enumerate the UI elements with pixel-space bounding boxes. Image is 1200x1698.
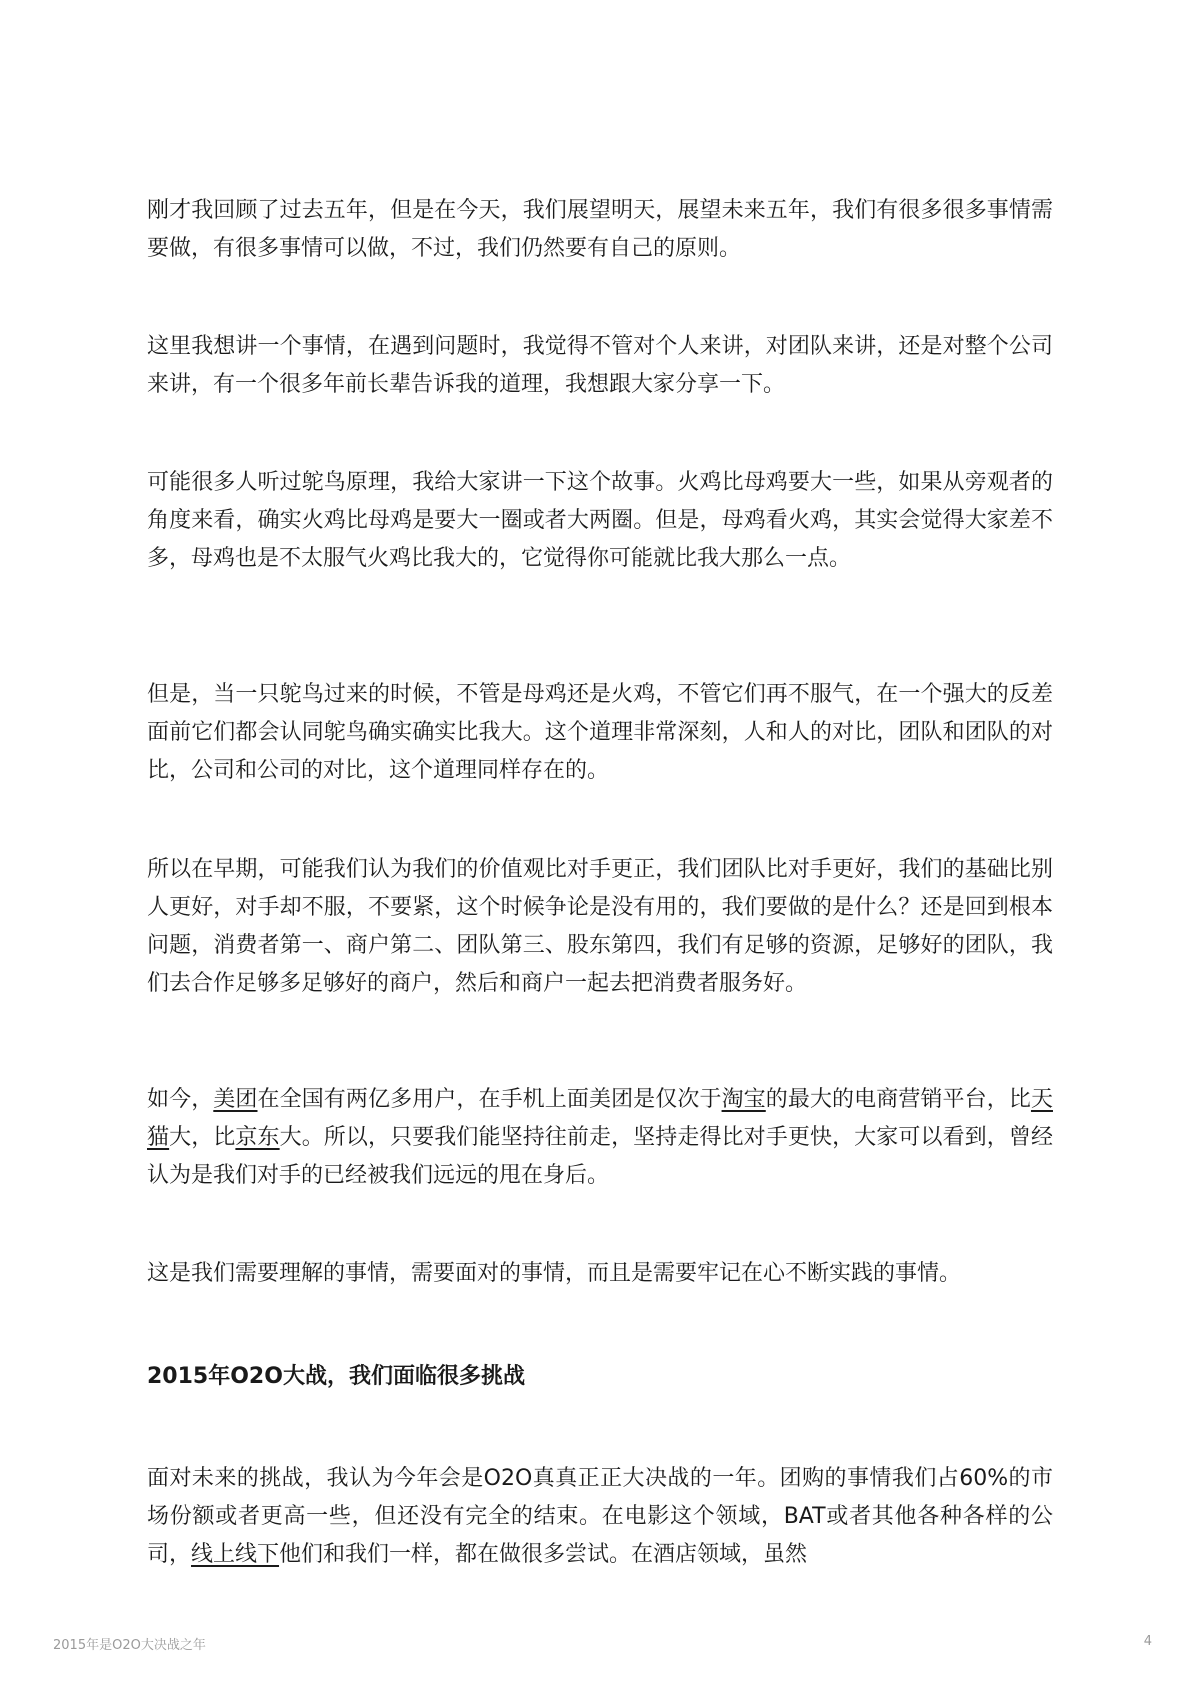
text-segment: 在全国有两亿多用户，在手机上面美团是仅次于 <box>257 1087 722 1112</box>
section-heading: 2015年O2O大战，我们面临很多挑战 <box>147 1364 525 1389</box>
paragraph-ostrich-moral: 但是，当一只鸵鸟过来的时候，不管是母鸡还是火鸡，不管它们再不服气，在一个强大的反差面前它们都会认同鸵鸟确实确实比我大。这个道理非常深刻，人和人的对比，团队和团队的对比，公司和公司的对比，这个道理同样存在的。 <box>147 682 1053 783</box>
text-segment: 如今， <box>147 1087 214 1112</box>
text-segment: 大，比 <box>169 1125 236 1150</box>
link-jd[interactable]: 京东 <box>235 1125 280 1150</box>
link-taobao[interactable]: 淘宝 <box>721 1087 766 1112</box>
text-segment: 大。所以，只要我们能坚持往前走，坚持走得比对手更快，大家可以看到，曾经认为是我们对手的已经被我们远远的甩在身后。 <box>147 1125 1053 1188</box>
paragraph-early-days: 所以在早期，可能我们认为我们的价值观比对手更正，我们团队比对手更好，我们的基础比别人更好，对手却不服，不要紧，这个时候争论是没有用的，我们要做的是什么？还是回到根本问题，消费者第一、商户第二、团队第三、股东第四，我们有足够的资源，足够好的团队，我们去合作足够多足够好的商户，然后和商户一起去把消费者服务好。 <box>147 857 1053 996</box>
paragraph-ostrich-intro: 这里我想讲一个事情，在遇到问题时，我觉得不管对个人来讲，对团队来讲，还是对整个公司来讲，有一个很多年前长辈告诉我的道理，我想跟大家分享一下。 <box>147 334 1053 397</box>
paragraph-now <box>147 1081 1053 1195</box>
footer-page-number: 4 <box>1143 1634 1152 1649</box>
link-online-offline[interactable]: 线上线下 <box>191 1542 280 1567</box>
link-meituan[interactable]: 美团 <box>213 1087 258 1112</box>
paragraph-ostrich-story: 可能很多人听过鸵鸟原理，我给大家讲一下这个故事。火鸡比母鸡要大一些，如果从旁观者的角度来看，确实火鸡比母鸡是要大一圈或者大两圈。但是，母鸡看火鸡，其实会觉得大家差不多，母鸡也是不太服气火鸡比我大的，它觉得你可能就比我大那么一点。 <box>147 470 1053 571</box>
paragraph-intro: 刚才我回顾了过去五年，但是在今天，我们展望明天，展望未来五年，我们有很多很多事情需要做，有很多事情可以做，不过，我们仍然要有自己的原则。 <box>147 198 1053 261</box>
text-segment: 他们和我们一样，都在做很多尝试。在酒店领域，虽然 <box>279 1542 808 1567</box>
paragraph-remember: 这是我们需要理解的事情，需要面对的事情，而且是需要牢记在心不断实践的事情。 <box>147 1261 962 1286</box>
link-tmall[interactable]: 天猫 <box>147 1087 1053 1150</box>
paragraph-challenge <box>147 1460 1053 1574</box>
footer-doc-title: 2015年是O2O大决战之年 <box>53 1638 206 1653</box>
text-segment: 的最大的电商营销平台，比 <box>765 1087 1031 1112</box>
text-segment: 面对未来的挑战，我认为今年会是O2O真真正正大决战的一年。团购的事情我们占60%的市场份额或者更高一些，但还没有完全的结束。在电影这个领域，BAT或者其他各种各样的公司， <box>147 1466 1053 1567</box>
